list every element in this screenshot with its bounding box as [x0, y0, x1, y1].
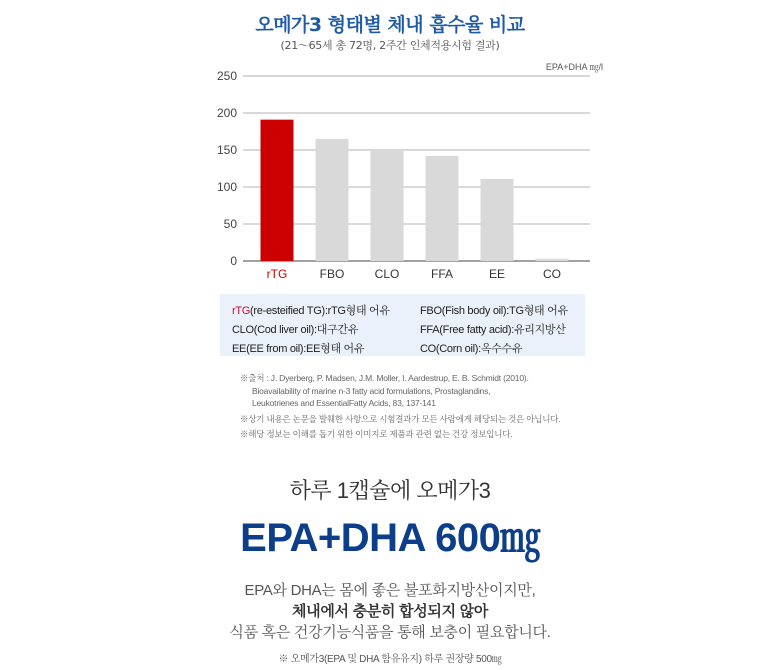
legend-desc: (Free fatty acid):유리지방산	[439, 324, 566, 336]
legend-grid	[232, 302, 573, 356]
legend-item-co	[420, 340, 580, 356]
y-tick-label: 250	[216, 69, 237, 83]
body-line-1: EPA와 DHA는 몸에 좋은 불포화지방산이지만,	[244, 582, 536, 599]
legend-desc: (Corn oil):옥수수유	[435, 343, 523, 355]
legend-desc: (Cod liver oil):대구간유	[253, 324, 359, 336]
x-tick-label-co: CO	[543, 267, 561, 281]
bar-co	[536, 259, 569, 261]
x-tick-label-rtg: rTG	[266, 267, 288, 281]
legend-abbr: FFA	[420, 324, 440, 336]
legend-box	[220, 294, 585, 356]
bar-ffa	[426, 156, 459, 261]
legend-desc: (re-esteified TG):rTG형태 어유	[250, 305, 390, 317]
source-line-3: Leukotrienes and EssentialFatty Acids, 83, 137-141	[252, 398, 436, 408]
gridlines	[243, 76, 590, 261]
y-tick-label: 150	[216, 143, 237, 157]
epa-dha-amount: EPA+DHA 600㎎	[240, 516, 540, 560]
body-line-3: 식품 혹은 건강기능식품을 통해 보충이 필요합니다.	[229, 624, 551, 641]
unit-label: EPA+DHA ㎎/l	[545, 62, 603, 72]
x-tick-label-clo: CLO	[374, 267, 400, 281]
legend-abbr: EE	[232, 343, 247, 355]
notes	[240, 372, 585, 444]
x-tick-labels	[267, 267, 561, 281]
body-text	[0, 580, 780, 643]
legend-abbr: rTG	[232, 305, 251, 317]
x-tick-label-ffa: FFA	[430, 267, 454, 281]
footnote: ※ 오메가3(EPA 및 DHA 함유유지) 하루 권장량 500㎎	[278, 654, 502, 665]
chart-title: 오메가3 형태별 체내 흡수율 비교	[255, 14, 525, 36]
source-line-2: Bioavailability of marine n-3 fatty acid formulations, Prostaglandins,	[252, 385, 491, 396]
legend-desc: (EE from oil):EE형태 어유	[246, 343, 365, 355]
y-tick-label: 100	[216, 180, 237, 194]
legend-desc: (Fish body oil):TG형태 어유	[441, 305, 568, 317]
legend-abbr: FBO	[420, 305, 442, 317]
bars	[261, 120, 569, 261]
bar-chart	[0, 0, 780, 290]
legend-item-fbo	[420, 302, 580, 318]
y-tick-labels	[217, 69, 237, 268]
y-tick-label: 0	[230, 254, 237, 268]
source-note	[240, 372, 585, 410]
legend-abbr: CO	[420, 343, 436, 355]
chart-subtitle: (21～65세 총 72명, 2주간 인체적용시험 결과)	[280, 39, 500, 52]
bar-ee	[481, 179, 514, 261]
legend-abbr: CLO	[232, 324, 254, 336]
disclaimer-note: ※상기 내용은 논문을 발췌한 사항으로 시험결과가 모든 사람에게 해당되는 것은 아닙니다.	[240, 413, 561, 424]
headline: 하루 1캡슐에 오메가3	[289, 478, 491, 503]
bar-fbo	[316, 139, 349, 261]
legend-item-rtg	[232, 302, 420, 318]
x-tick-label-fbo: FBO	[319, 267, 345, 281]
bar-clo	[371, 150, 404, 261]
legend-item-ee	[232, 340, 420, 356]
legend-item-ffa	[420, 321, 580, 337]
x-tick-label-ee: EE	[488, 267, 506, 281]
bar-rtg	[261, 120, 294, 261]
info-note: ※해당 정보는 이해를 돕기 위한 이미지로 제품과 관련 없는 건강 정보입니다.	[240, 429, 513, 439]
legend-item-clo	[232, 321, 420, 337]
y-tick-label: 200	[216, 106, 237, 120]
y-tick-label: 50	[223, 217, 237, 231]
body-line-2: 체내에서 충분히 합성되지 않아	[291, 603, 489, 620]
source-line-1: ※출처 : J. Dyerberg, P. Madsen, J.M. Moller, I. Aardestrup, E. B. Schmidt (2010).	[240, 373, 529, 383]
